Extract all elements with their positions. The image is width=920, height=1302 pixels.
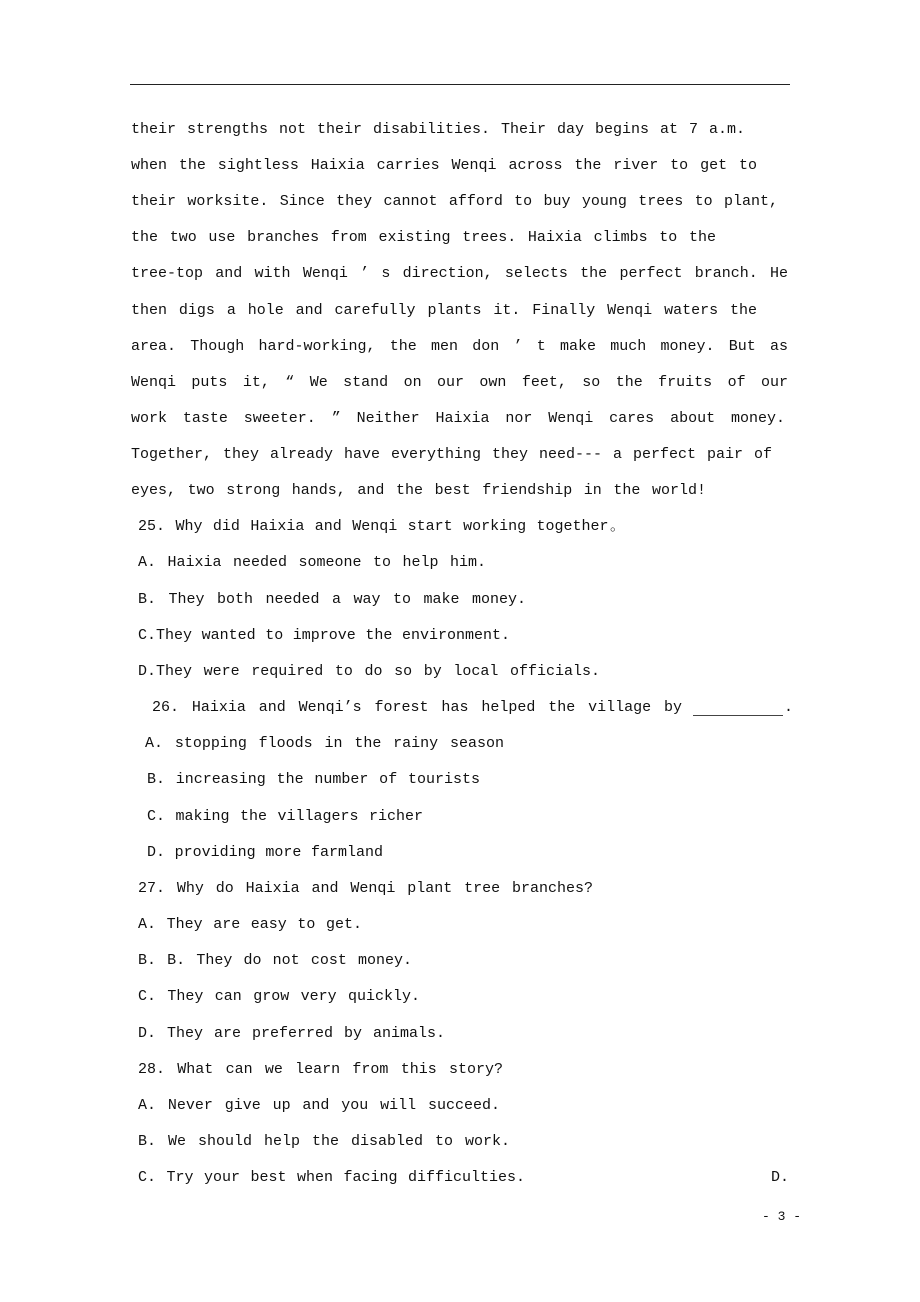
option: C.They wanted to improve the environment.	[138, 627, 510, 644]
passage-line: Wenqi puts it, “ We stand on our own feet, so the fruits of our	[131, 374, 788, 391]
passage-line: their strengths not their disabilities. Their day begins at 7 a.m.	[131, 121, 745, 138]
stem-end: .	[784, 699, 794, 716]
option: C. making the villagers richer	[147, 808, 423, 825]
passage-line: the two use branches from existing trees. Haixia climbs to the	[131, 229, 716, 246]
option: C. They can grow very quickly.	[138, 988, 420, 1005]
option: A. stopping floods in the rainy season	[145, 735, 504, 752]
option: D. They are preferred by animals.	[138, 1025, 445, 1042]
header-rule	[130, 84, 790, 85]
question-stem: 25. Why did Haixia and Wenqi start working together。	[138, 518, 625, 535]
option: B. We should help the disabled to work.	[138, 1133, 510, 1150]
passage-line: work taste sweeter. ” Neither Haixia nor Wenqi cares about money.	[131, 410, 785, 427]
passage-line: then digs a hole and carefully plants it. Finally Wenqi waters the	[131, 302, 757, 319]
passage-line: their worksite. Since they cannot afford to buy young trees to plant,	[131, 193, 778, 210]
question-stem: 26. Haixia and Wenqi’s forest has helped the village by	[152, 699, 682, 716]
option: B. B. They do not cost money.	[138, 952, 412, 969]
page-number: - 3 -	[762, 1209, 802, 1224]
option: D. providing more farmland	[147, 844, 383, 861]
passage-line: when the sightless Haixia carries Wenqi across the river to get to	[131, 157, 757, 174]
option: B. They both needed a way to make money.	[138, 591, 526, 608]
passage-line: tree-top and with Wenqi ’ s direction, selects the perfect branch. He	[131, 265, 788, 282]
passage-line: eyes, two strong hands, and the best friendship in the world!	[131, 482, 706, 499]
option: B. increasing the number of tourists	[147, 771, 480, 788]
passage-line: Together, they already have everything they need--- a perfect pair of	[131, 446, 772, 463]
option: A. Haixia needed someone to help him.	[138, 554, 486, 571]
option: A. They are easy to get.	[138, 916, 362, 933]
option: D.	[771, 1169, 790, 1186]
option: D.They were required to do so by local officials.	[138, 663, 600, 680]
question-stem: 27. Why do Haixia and Wenqi plant tree branches?	[138, 880, 593, 897]
passage-line: area. Though hard-working, the men don ’ t make much money. But as	[131, 338, 788, 355]
option: C. Try your best when facing difficulties.	[138, 1169, 525, 1186]
option: A. Never give up and you will succeed.	[138, 1097, 500, 1114]
question-stem: 28. What can we learn from this story?	[138, 1061, 503, 1078]
answer-blank	[693, 703, 783, 716]
